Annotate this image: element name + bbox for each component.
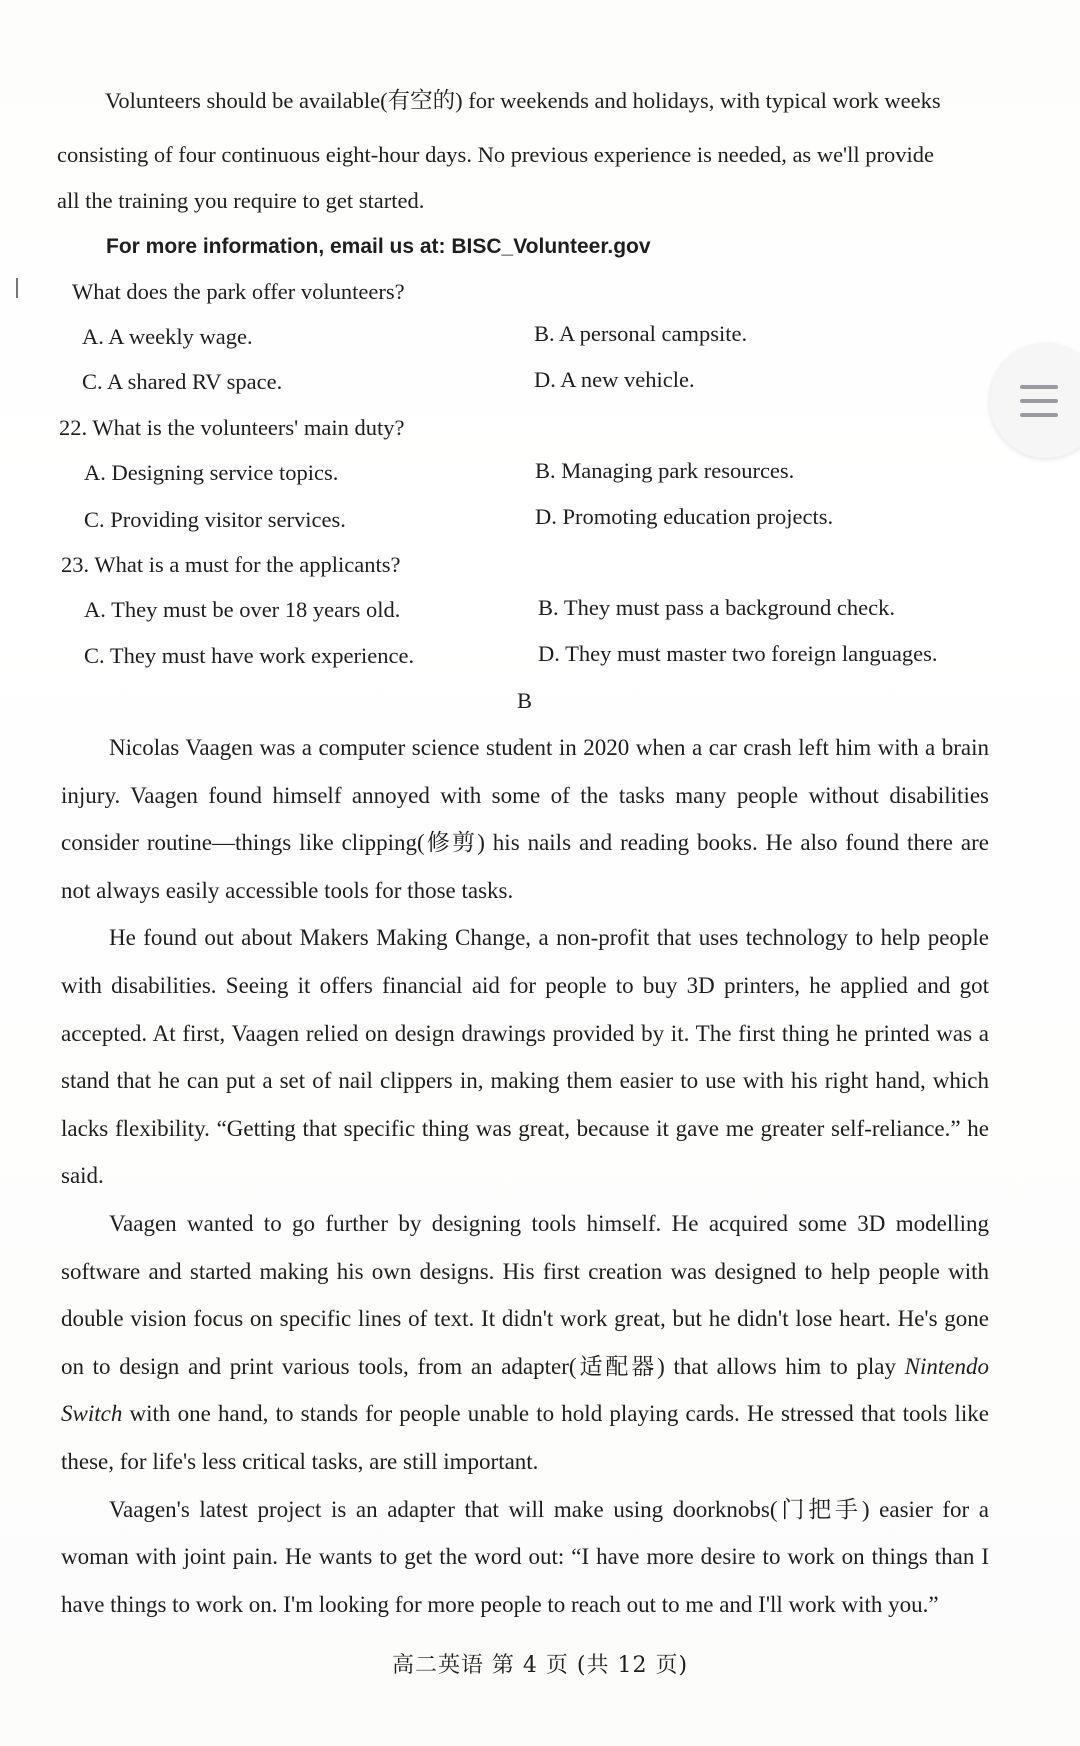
- hamburger-menu-icon: [1020, 399, 1058, 403]
- passage-paragraph-1: Nicolas Vaagen was a computer science student in 2020 when a car crash left him with a brain injury. Vaagen found himself annoyed with some of the tasks many people without disabilities consider routine—things like clipping(修剪) his nails and reading books. He also found there are not always easily accessible tools for those tasks.: [61, 735, 989, 903]
- passage-paragraph-4: Vaagen's latest project is an adapter that will make using doorknobs(门把手) easier for a woman with joint pain. He wants to get the word out: “I have more desire to work on things than I have things to work on. I'm looking for more people to reach out to me and I'll work with you.”: [61, 1496, 989, 1617]
- question-22-stem: 22. What is the volunteers' main duty?: [59, 415, 405, 440]
- intro-line-3: all the training you require to get started.: [57, 188, 425, 213]
- game-title: Nintendo Switch: [61, 1353, 989, 1427]
- paragraph-3-text-end: with one hand, to stands for people unable to hold playing cards. He stressed that tools like these, for life's less critical tasks, are still important.: [61, 1401, 989, 1474]
- question-23-option-b: B. They must pass a background check.: [538, 595, 896, 620]
- contact-email: For more information, email us at: BISC_Volunteer.gov: [106, 235, 651, 258]
- intro-line-1: Volunteers should be available(有空的) for weekends and holidays, with typical work weeks: [105, 88, 941, 113]
- section-label: B: [517, 688, 533, 713]
- scan-edge-mark: [16, 278, 18, 298]
- question-21-option-a: A. A weekly wage.: [82, 324, 253, 349]
- question-23-option-a: A. They must be over 18 years old.: [84, 597, 401, 622]
- question-22-option-a: A. Designing service topics.: [84, 460, 339, 485]
- question-21-option-b: B. A personal campsite.: [534, 321, 748, 346]
- question-21-stem: What does the park offer volunteers?: [72, 279, 405, 304]
- question-22-option-d: D. Promoting education projects.: [535, 504, 834, 529]
- question-23-option-d: D. They must master two foreign languages.: [538, 641, 938, 666]
- page-footer: 高二英语 第 4 页 (共 12 页): [391, 1653, 689, 1678]
- question-23-stem: 23. What is a must for the applicants?: [61, 552, 401, 577]
- question-21-option-d: D. A new vehicle.: [534, 367, 695, 392]
- question-21-option-c: C. A shared RV space.: [82, 369, 283, 394]
- intro-line-2: consisting of four continuous eight-hour days. No previous experience is needed, as we'll provide: [57, 142, 934, 167]
- question-23-option-c: C. They must have work experience.: [84, 643, 415, 668]
- passage-paragraph-2: He found out about Makers Making Change, a non-profit that uses technology to help people with disabilities. Seeing it offers financial aid for people to buy 3D printers, he applied and got accepted. At first, Vaagen relied on design drawings provided by it. The first thing he printed was a stand that he can put a set of nail clippers in, making them easier to use with his right hand, which lacks flexibility. “Getting that specific thing was great, because it gave me greater self-reliance.” he said.: [61, 925, 989, 1189]
- question-22-option-c: C. Providing visitor services.: [84, 507, 346, 532]
- question-22-option-b: B. Managing park resources.: [535, 458, 795, 483]
- passage-paragraph-3: [61, 1200, 989, 1486]
- passage: [61, 724, 989, 1628]
- paragraph-3-text-start: Vaagen wanted to go further by designing tools himself. He acquired some 3D modelling software and started making his own designs. His first creation was designed to help people with double vision focus on specific lines of text. It didn't work great, but he didn't lose heart. He's gone on to design and print various tools, from an adapter(适配器) that allows him to play: [61, 1210, 989, 1379]
- floating-menu-button[interactable]: [990, 344, 1080, 458]
- hamburger-menu-icon: [1020, 385, 1058, 389]
- hamburger-menu-icon: [1020, 413, 1058, 417]
